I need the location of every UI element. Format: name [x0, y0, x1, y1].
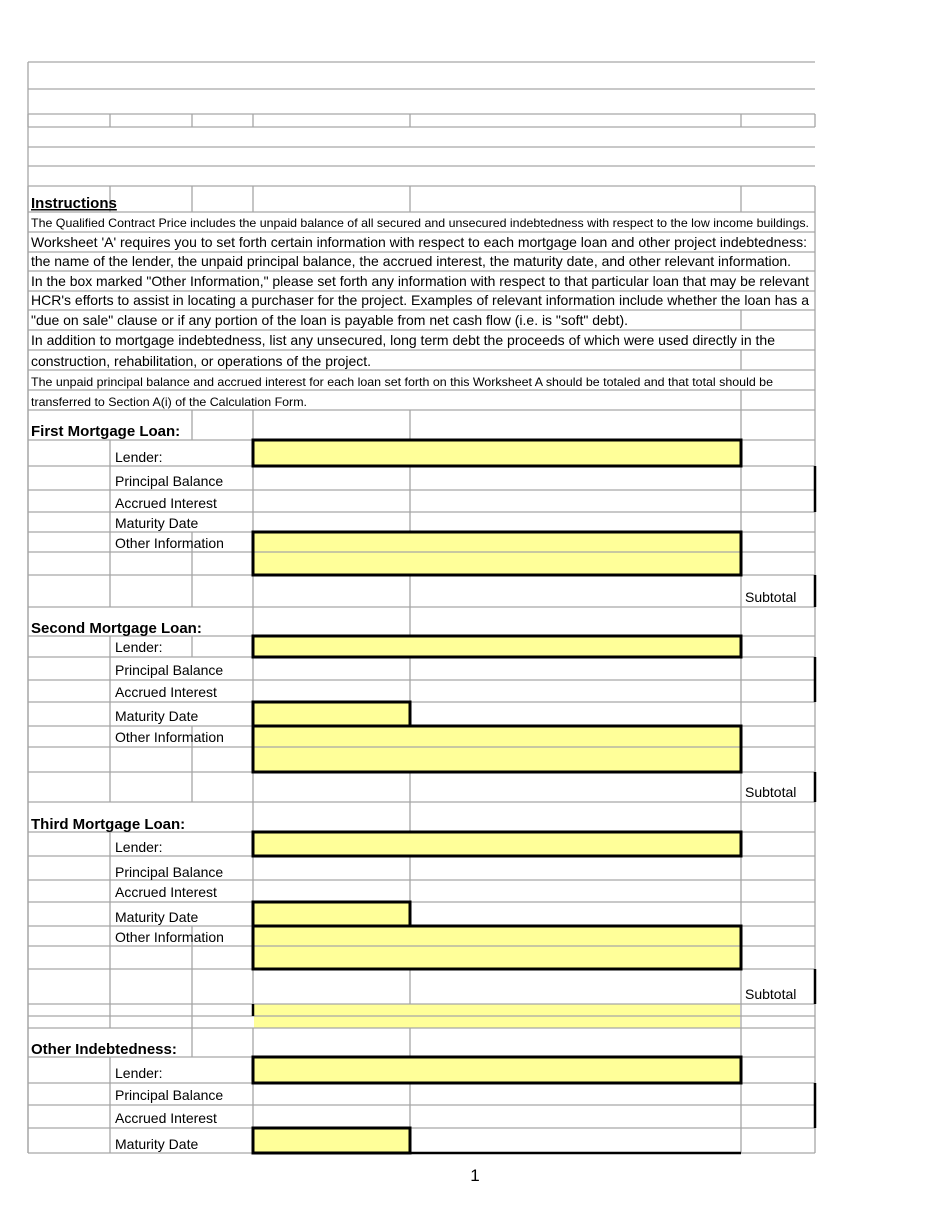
- third-other-info-input[interactable]: [254, 927, 740, 968]
- second-lender-input[interactable]: [254, 637, 740, 656]
- third-lender-input[interactable]: [254, 833, 740, 855]
- maturity-date-label: Maturity Date: [115, 708, 199, 724]
- instruction-line: construction, rehabilitation, or operations of the project.: [31, 353, 371, 369]
- subtotal-label: Subtotal: [745, 784, 797, 800]
- second-maturity-date-input[interactable]: [254, 703, 409, 725]
- instruction-line: the name of the lender, the unpaid principal balance, the accrued interest, the maturity date, and other relevant information.: [31, 253, 791, 269]
- accrued-interest-label: Accrued Interest: [115, 884, 217, 900]
- instructions-heading: Instructions: [31, 195, 117, 212]
- other-information-label: Other Information: [115, 535, 224, 551]
- second-mortgage-title: Second Mortgage Loan:: [31, 620, 202, 637]
- accrued-interest-label: Accrued Interest: [115, 684, 217, 700]
- lender-label: Lender:: [115, 639, 163, 655]
- principal-balance-label: Principal Balance: [115, 1087, 224, 1103]
- lender-label: Lender:: [115, 449, 163, 465]
- principal-balance-label: Principal Balance: [115, 864, 224, 880]
- subtotal-label: Subtotal: [745, 986, 797, 1002]
- page-number: 1: [470, 1166, 480, 1185]
- third-maturity-date-input[interactable]: [254, 903, 409, 925]
- other-indebtedness-title: Other Indebtedness:: [31, 1041, 177, 1058]
- lender-label: Lender:: [115, 839, 163, 855]
- instruction-line: The unpaid principal balance and accrued interest for each loan set forth on this Worksheet A should be totaled and that total should be: [31, 375, 774, 389]
- first-other-info-input[interactable]: [254, 533, 740, 574]
- accrued-interest-label: Accrued Interest: [115, 1110, 217, 1126]
- third-mortgage-title: Third Mortgage Loan:: [31, 816, 186, 833]
- other-maturity-date-input[interactable]: [254, 1129, 409, 1152]
- instruction-line: The Qualified Contract Price includes the unpaid balance of all secured and unsecured indebtedness with respect to the low income buildings.: [31, 216, 809, 230]
- second-other-info-input[interactable]: [254, 727, 740, 771]
- first-lender-input[interactable]: [254, 441, 740, 465]
- other-lender-input[interactable]: [254, 1058, 740, 1082]
- instruction-line: Worksheet 'A' requires you to set forth certain information with respect to each mortgage loan and other project indebtedness:: [31, 234, 807, 250]
- principal-balance-label: Principal Balance: [115, 473, 224, 489]
- instruction-line: HCR's efforts to assist in locating a purchaser for the project. Examples of relevant information include whether the loan has a: [31, 292, 810, 308]
- maturity-date-label: Maturity Date: [115, 1136, 199, 1152]
- accrued-interest-label: Accrued Interest: [115, 495, 217, 511]
- lender-label: Lender:: [115, 1065, 163, 1081]
- principal-balance-label: Principal Balance: [115, 662, 224, 678]
- maturity-date-label: Maturity Date: [115, 909, 199, 925]
- maturity-date-label: Maturity Date: [115, 515, 199, 531]
- instruction-line: transferred to Section A(i) of the Calculation Form.: [31, 395, 307, 409]
- instruction-line: In addition to mortgage indebtedness, list any unsecured, long term debt the proceeds of which were used directly in the: [31, 332, 776, 348]
- other-information-label: Other Information: [115, 929, 224, 945]
- instruction-line: "due on sale" clause or if any portion of the loan is payable from net cash flow (i.e. is "soft" debt).: [31, 312, 628, 328]
- subtotal-label: Subtotal: [745, 589, 797, 605]
- first-mortgage-title: First Mortgage Loan:: [31, 423, 181, 440]
- other-information-label: Other Information: [115, 729, 224, 745]
- instruction-line: In the box marked "Other Information," please set forth any information with respect to that particular loan that may be relevant: [31, 273, 810, 289]
